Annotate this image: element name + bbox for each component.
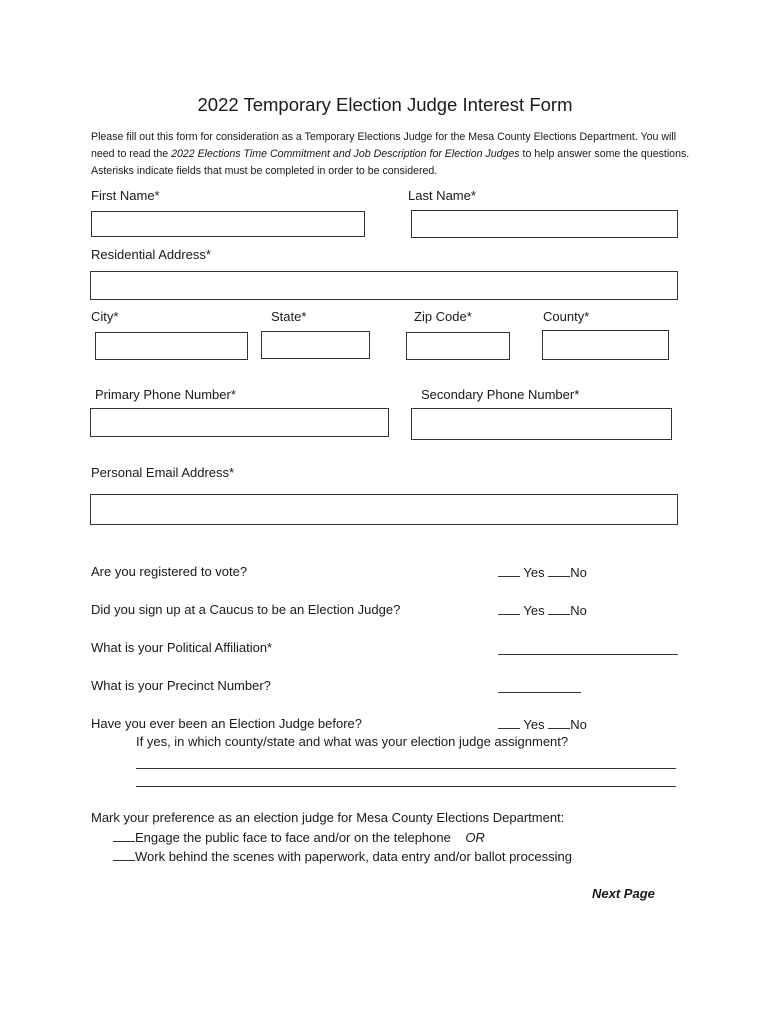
state-label: State* — [271, 309, 307, 324]
intro-paragraph — [91, 129, 691, 179]
affiliation-blank[interactable] — [498, 654, 678, 655]
city-label: City* — [91, 309, 119, 324]
last-name-label: Last Name* — [408, 188, 476, 203]
assignment-line-2[interactable] — [136, 786, 676, 787]
prior-judge-yes-blank[interactable] — [498, 716, 520, 729]
address-label: Residential Address* — [91, 247, 211, 262]
email-input[interactable] — [90, 494, 678, 525]
assignment-line-1[interactable] — [136, 768, 676, 769]
preference-backoffice-blank[interactable] — [113, 848, 135, 861]
question-caucus: Did you sign up at a Caucus to be an Election Judge? — [91, 602, 401, 617]
caucus-yes-no[interactable] — [498, 602, 587, 618]
zip-input[interactable] — [406, 332, 510, 360]
preference-option-backoffice[interactable] — [113, 848, 572, 864]
registered-yes-label: Yes — [523, 565, 545, 580]
primary-phone-input[interactable] — [90, 408, 389, 437]
primary-phone-label: Primary Phone Number* — [95, 387, 236, 402]
page-title: 2022 Temporary Election Judge Interest Form — [197, 94, 573, 115]
county-label: County* — [543, 309, 590, 324]
zip-label: Zip Code* — [414, 309, 472, 324]
preference-public-label: Engage the public face to face and/or on the telephone — [135, 830, 451, 845]
question-affiliation: What is your Political Affiliation* — [91, 640, 273, 655]
preference-public-blank[interactable] — [113, 829, 135, 842]
first-name-input[interactable] — [91, 211, 365, 237]
intro-text-1: Please fill out this form for consideration as a Temporary Elections Judge for the Mesa County Elections Department. You will need to read the — [91, 131, 677, 160]
question-precinct: What is your Precinct Number? — [91, 678, 271, 693]
caucus-no-label: No — [570, 603, 587, 618]
last-name-input[interactable] — [411, 210, 678, 238]
registered-no-blank[interactable] — [548, 564, 570, 577]
secondary-phone-label: Secondary Phone Number* — [421, 387, 580, 402]
precinct-blank[interactable] — [498, 692, 581, 693]
question-registered: Are you registered to vote? — [91, 564, 248, 579]
caucus-no-blank[interactable] — [548, 602, 570, 615]
intro-text-2: to help answer some the questions. Asterisks indicate fields that must be completed in order to be considered. — [91, 147, 690, 177]
registered-no-label: No — [570, 565, 587, 580]
registered-yes-blank[interactable] — [498, 564, 520, 577]
registered-yes-no[interactable] — [498, 564, 587, 580]
email-label: Personal Email Address* — [91, 465, 235, 480]
caucus-yes-label: Yes — [523, 603, 545, 618]
caucus-yes-blank[interactable] — [498, 602, 520, 615]
state-input[interactable] — [261, 331, 370, 359]
question-prior-judge: Have you ever been an Election Judge before? — [91, 716, 363, 731]
prior-judge-yes-label: Yes — [523, 717, 545, 732]
city-input[interactable] — [95, 332, 248, 360]
next-page-link[interactable]: Next Page — [592, 886, 655, 901]
preference-prompt: Mark your preference as an election judge for Mesa County Elections Department: — [91, 810, 565, 825]
intro-emphasis: 2022 Elections Time Commitment and Job Description for Election Judges — [171, 147, 520, 160]
prior-judge-no-blank[interactable] — [548, 716, 570, 729]
address-input[interactable] — [90, 271, 678, 300]
prior-judge-no-label: No — [570, 717, 587, 732]
preference-backoffice-label: Work behind the scenes with paperwork, data entry and/or ballot processing — [135, 849, 572, 864]
secondary-phone-input[interactable] — [411, 408, 672, 440]
preference-or: OR — [465, 830, 485, 845]
county-input[interactable] — [542, 330, 669, 360]
prior-judge-yes-no[interactable] — [498, 716, 587, 732]
first-name-label: First Name* — [91, 188, 160, 203]
question-prior-followup: If yes, in which county/state and what was your election judge assignment? — [136, 734, 569, 749]
preference-option-public[interactable] — [113, 829, 485, 845]
